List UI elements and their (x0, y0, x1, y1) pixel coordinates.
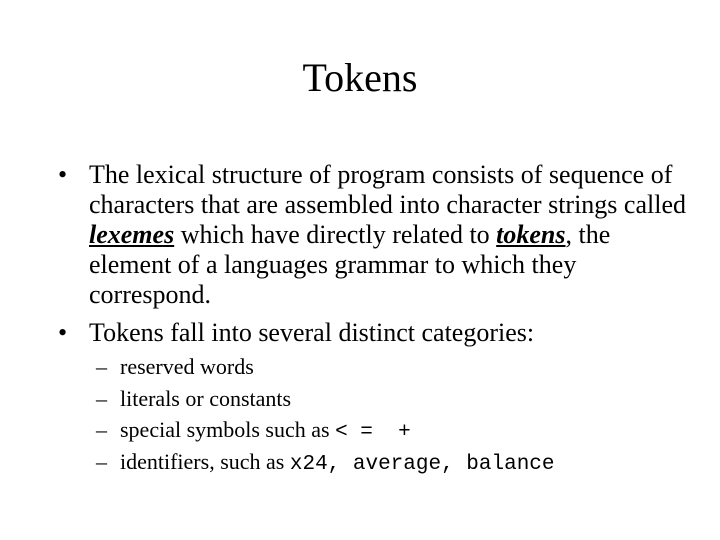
dash-marker: – (96, 386, 107, 411)
subitem-literals (96, 383, 696, 414)
code-symbols: < = + (335, 421, 411, 444)
subitem-label: special symbols such as (120, 417, 336, 442)
dash-marker: – (96, 354, 107, 379)
code-identifiers: x24, average, balance (289, 453, 555, 476)
bullet-text-part: The lexical structure of program consists of sequence of characters that are assembled into character strings called (89, 160, 686, 219)
term-tokens: tokens (496, 220, 566, 249)
dash-marker: – (96, 417, 107, 442)
dash-marker: – (96, 449, 107, 474)
subitem-text: reserved words (120, 354, 254, 379)
bullet-marker: • (58, 160, 68, 189)
subitem-text: literals or constants (120, 386, 292, 411)
bullet-text-part: which have directly related to (174, 220, 497, 249)
bullet-text: Tokens fall into several distinct categories: (89, 318, 535, 347)
bullet-lexical-structure (58, 160, 698, 310)
subitem-reserved-words (96, 351, 696, 382)
subitem-label: identifiers, such as (120, 449, 290, 474)
bullet-token-categories (58, 318, 698, 348)
subitem-special-symbols (96, 414, 696, 448)
bullet-marker: • (58, 318, 68, 347)
subitem-text (120, 446, 696, 480)
subitem-text (120, 414, 696, 448)
term-lexemes: lexemes (89, 220, 175, 249)
bullet-text-part: , the element of a languages grammar to which they correspond. (89, 220, 611, 309)
subitem-identifiers (96, 446, 696, 480)
bullet-text (89, 160, 698, 310)
slide-title: Tokens (302, 55, 418, 100)
